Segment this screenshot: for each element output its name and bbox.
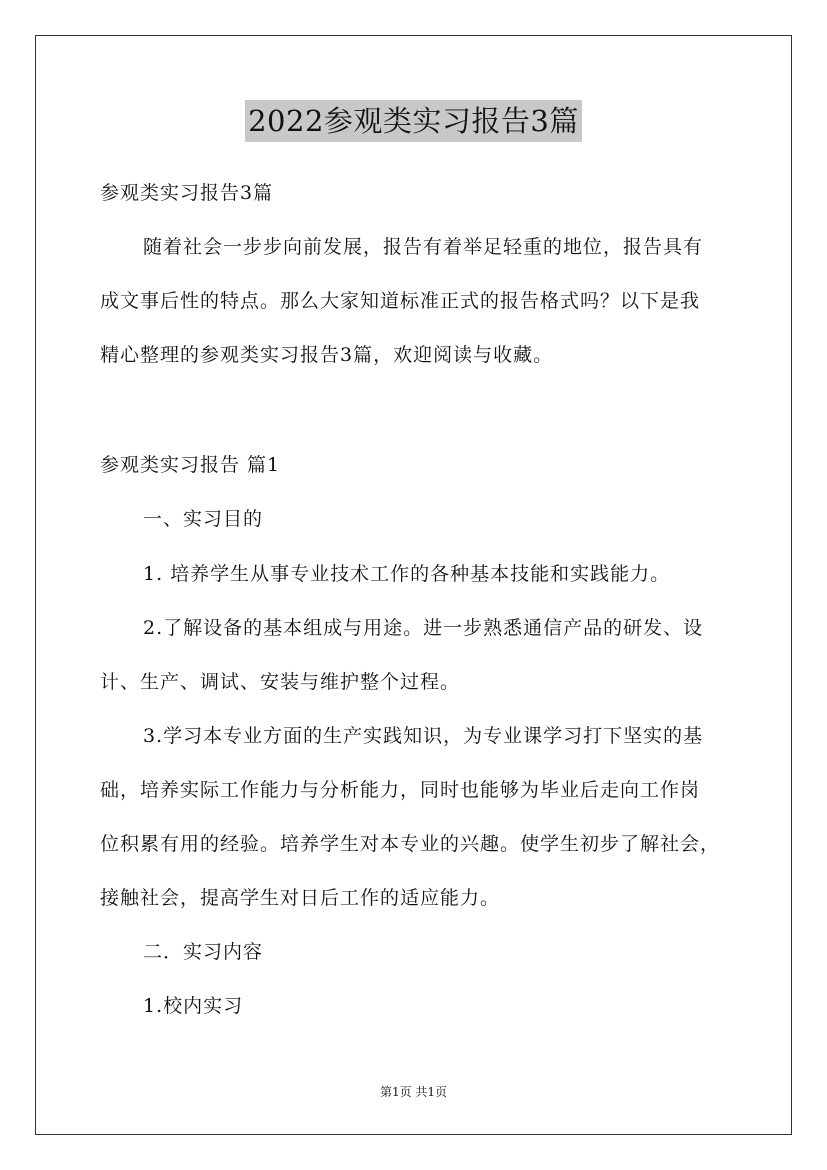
article-heading: 参观类实习报告 篇1 [100, 454, 281, 476]
list-item-line: 计、生产、调试、安装与维护整个过程。 [100, 671, 461, 693]
list-item-line: 1. 培养学生从事专业技术工作的各种基本技能和实践能力。 [143, 563, 671, 585]
list-item-line: 位积累有用的经验。培养学生对本专业的兴趣。使学生初步了解社会， [100, 833, 721, 855]
subsection-heading: 1.校内实习 [143, 995, 244, 1017]
section-heading: 参观类实习报告3篇 [100, 182, 274, 204]
intro-paragraph-line: 精心整理的参观类实习报告3篇，欢迎阅读与收藏。 [100, 344, 554, 366]
list-item-line: 接触社会，提高学生对日后工作的适应能力。 [100, 887, 501, 909]
subsection-heading: 一、实习目的 [143, 508, 264, 530]
subsection-heading: 二．实习内容 [143, 941, 264, 963]
page-footer: 第1页 共1页 [379, 1085, 448, 1099]
list-item-line: 2.了解设备的基本组成与用途。进一步熟悉通信产品的研发、设 [143, 617, 704, 639]
title-container [0, 100, 827, 142]
document-title: 2022参观类实习报告3篇 [245, 100, 582, 142]
intro-paragraph-line: 随着社会一步步向前发展，报告有着举足轻重的地位，报告具有 [143, 236, 704, 258]
list-item-line: 础，培养实际工作能力与分析能力，同时也能够为毕业后走向工作岗 [100, 779, 701, 801]
list-item-line: 3.学习本专业方面的生产实践知识，为专业课学习打下坚实的基 [143, 725, 704, 747]
intro-paragraph-line: 成文事后性的特点。那么大家知道标准正式的报告格式吗？以下是我 [100, 290, 701, 312]
